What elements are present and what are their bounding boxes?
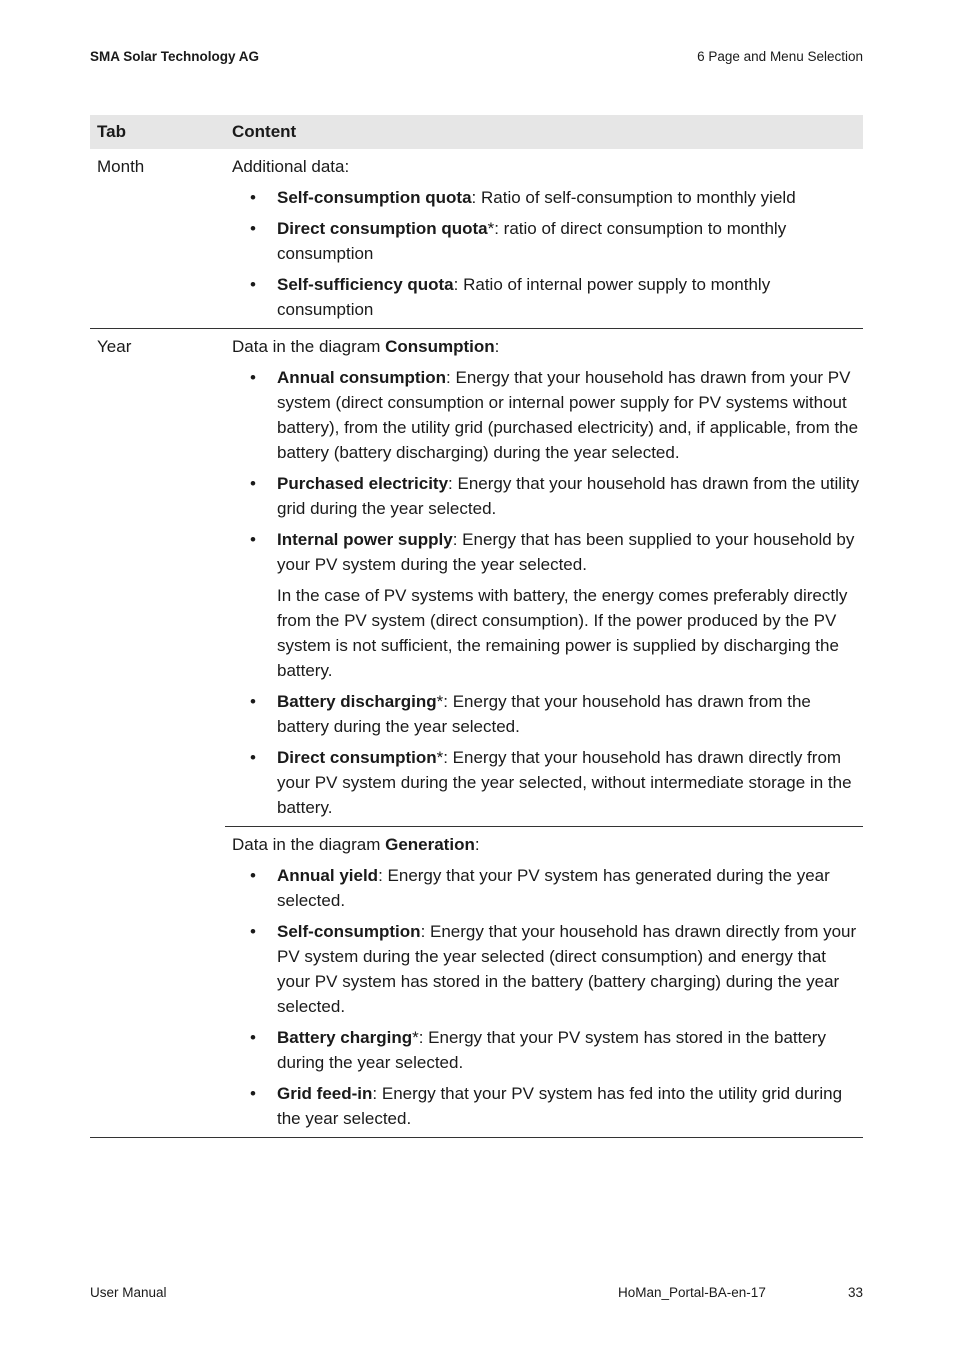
year-consumption-section — [225, 329, 863, 826]
content-year — [225, 329, 863, 1137]
item-text: : Energy that your PV system has generated during the year selected. — [277, 866, 830, 910]
item-text: : Ratio of self-consumption to monthly yield — [471, 188, 796, 207]
list-item: • Self-sufficiency quota: Ratio of internal power supply to monthly consumption — [250, 275, 771, 319]
header-section: 6 Page and Menu Selection — [697, 49, 863, 64]
list-item: • Direct consumption quota*: ratio of direct consumption to monthly consumption — [250, 219, 787, 263]
item-term: Purchased electricity — [277, 474, 449, 493]
item-term: Battery charging — [277, 1028, 413, 1047]
page-number: 33 — [847, 1285, 863, 1300]
footer-doc-id: HoMan_Portal-BA-en-17 — [618, 1285, 766, 1300]
item-text: *: ratio of direct consumption to monthly consumption — [277, 219, 787, 263]
list-item: • Internal power supply: Energy that has been supplied to your household by your PV system during the year selected. — [250, 530, 855, 574]
item-text: *: Energy that your household has drawn directly from your PV system during the year selected, without intermediate storage in the battery. — [277, 748, 852, 817]
list-item: • Annual consumption: Energy that your household has drawn from your PV system (direct consumption or internal power supply for PV systems without battery), from the utility grid (purchased electricity) and, if applicable, from the battery (battery discharging) during the year selected. — [250, 368, 859, 462]
month-section — [225, 149, 863, 328]
tab-name-year: Year — [97, 337, 132, 356]
list-item: • Self-consumption: Energy that your household has drawn directly from your PV system during the year selected (direct consumption) and energy that your PV system has stored in the battery (battery charging) during the year selected. — [250, 922, 857, 1016]
header-company: SMA Solar Technology AG — [90, 49, 260, 64]
battery-note: In the case of PV systems with battery, the energy comes preferably directly from the PV system (direct consumption). If the power produced by the PV system is not sufficient, the remaining power is supplied by discharging the battery. — [277, 586, 848, 680]
item-text: : Energy that your household has drawn from your PV system (direct consumption or internal power supply for PV systems without battery), from the utility grid (purchased electricity) and, if applicable, from the battery (battery discharging) during the year selected. — [277, 368, 859, 462]
list-item: • Self-consumption quota: Ratio of self-consumption to monthly yield — [250, 188, 796, 207]
item-term: Direct consumption — [277, 748, 437, 767]
item-text: : Energy that has been supplied to your household by your PV system during the year selected. — [277, 530, 855, 574]
column-header-tab: Tab — [97, 122, 126, 141]
item-text: : Ratio of internal power supply to monthly consumption — [277, 275, 771, 319]
item-term: Self-sufficiency quota — [277, 275, 454, 294]
list-item: • Battery charging*: Energy that your PV system has stored in the battery during the year selected. — [250, 1028, 826, 1072]
list-item: • Grid feed-in: Energy that your PV system has fed into the utility grid during the year selected. — [250, 1084, 843, 1128]
consumption-intro: Data in the diagram Consumption: — [232, 337, 500, 356]
item-term: Self-consumption — [277, 922, 421, 941]
list-item: • Direct consumption*: Energy that your household has drawn directly from your PV system during the year selected, without intermediate storage in the battery. — [250, 748, 852, 817]
item-term: Internal power supply — [277, 530, 453, 549]
item-term: Annual consumption — [277, 368, 447, 387]
table-header — [90, 115, 863, 149]
item-text: *: Energy that your household has drawn from the battery during the year selected. — [277, 692, 811, 736]
list-item: • Battery discharging*: Energy that your household has drawn from the battery during the year selected. — [250, 692, 811, 736]
item-text: : Energy that your PV system has fed into the utility grid during the year selected. — [277, 1084, 843, 1128]
item-term: Annual yield — [277, 866, 379, 885]
list-item: • Purchased electricity: Energy that your household has drawn from the utility grid during the year selected. — [250, 474, 860, 518]
month-intro: Additional data: — [232, 157, 350, 176]
item-term: Self-consumption quota — [277, 188, 472, 207]
item-text: : Energy that your household has drawn directly from your PV system during the year selected (direct consumption) and energy that your PV system has stored in the battery (battery charging) during the year selected. — [277, 922, 857, 1016]
item-term: Grid feed-in — [277, 1084, 373, 1103]
list-item: • Annual yield: Energy that your PV system has generated during the year selected. — [250, 866, 830, 910]
tab-name-month: Month — [97, 157, 145, 176]
content-month — [225, 149, 863, 328]
generation-intro: Data in the diagram Generation: — [232, 835, 480, 854]
column-header-content: Content — [232, 122, 297, 141]
item-term: Direct consumption quota — [277, 219, 488, 238]
table-row-year — [90, 329, 863, 1138]
item-term: Battery discharging — [277, 692, 437, 711]
item-text: *: Energy that your PV system has stored in the battery during the year selected. — [277, 1028, 826, 1072]
content-table — [90, 115, 863, 1138]
year-generation-section — [225, 826, 863, 1137]
table-row-month — [90, 149, 863, 329]
footer-doc-type: User Manual — [90, 1285, 167, 1300]
item-text: : Energy that your household has drawn from the utility grid during the year selected. — [277, 474, 860, 518]
